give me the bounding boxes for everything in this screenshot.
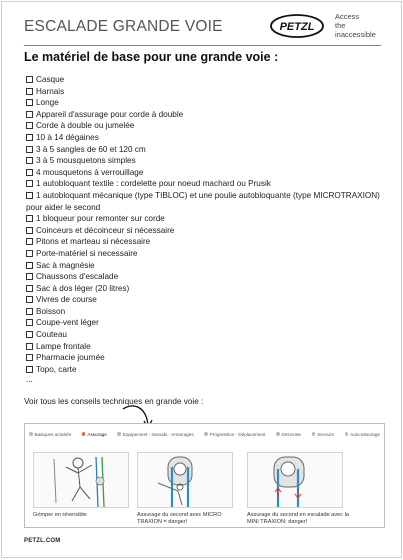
checkbox-icon xyxy=(26,76,33,83)
checklist-item xyxy=(26,213,386,225)
category-step[interactable] xyxy=(117,432,193,437)
list-ellipsis: ... xyxy=(26,375,33,384)
category-steps xyxy=(29,429,380,439)
climber-illustration xyxy=(34,453,128,507)
checklist-item xyxy=(26,352,386,364)
checklist-item-label: Porte-matériel si necessaire xyxy=(36,248,138,258)
checkbox-icon xyxy=(26,99,33,106)
step-dot-icon xyxy=(204,432,208,436)
checklist-item-label: Corde à double ou jumelée xyxy=(36,121,135,131)
equipment-checklist xyxy=(26,74,386,375)
checklist-item-label: Vivres de course xyxy=(36,295,97,305)
category-step[interactable] xyxy=(312,432,334,437)
figure-caption: Assurage du second en escalade avec la MINI TRAXION: danger! xyxy=(247,512,349,525)
header-divider xyxy=(24,45,381,46)
checklist-item xyxy=(26,225,386,237)
checkbox-icon xyxy=(26,250,33,257)
checklist-item-label: 10 à 14 dégaines xyxy=(36,132,99,142)
checkbox-icon xyxy=(26,343,33,350)
checklist-item xyxy=(26,132,386,144)
step-dot-icon xyxy=(82,432,86,436)
step-label: Equipement - Noeuds - Amarrages xyxy=(122,431,194,437)
checkbox-icon xyxy=(26,296,33,303)
checklist-item-label: Harnais xyxy=(36,86,65,96)
checklist-item xyxy=(26,271,386,283)
checkbox-icon xyxy=(26,319,33,326)
checklist-item xyxy=(26,248,386,260)
checkbox-icon xyxy=(26,354,33,361)
checkbox-icon xyxy=(26,169,33,176)
section-heading: Le matériel de base pour une grande voie : xyxy=(24,50,279,64)
checklist-item-label: Longe xyxy=(36,98,59,108)
step-dot-icon xyxy=(312,432,316,436)
category-step[interactable] xyxy=(345,432,380,437)
checkbox-icon xyxy=(26,134,33,141)
figure-caption: Grimper en réversible xyxy=(33,512,87,518)
checklist-item xyxy=(26,190,386,213)
checkbox-icon xyxy=(26,88,33,95)
step-label: Secours xyxy=(317,431,334,437)
checkbox-icon xyxy=(26,262,33,269)
checklist-item-label: Pharmacie journée xyxy=(36,353,105,363)
tagline-line: the xyxy=(335,21,346,30)
checklist-item-label: Lampe frontale xyxy=(36,341,91,351)
footer-url[interactable]: PETZL.COM xyxy=(24,538,61,544)
checklist-item xyxy=(26,178,386,190)
checklist-item-label: Pitons et marteau si nécessaire xyxy=(36,237,151,247)
tagline xyxy=(335,12,395,39)
illustration-panel xyxy=(247,452,343,508)
checklist-item-label: 1 autobloquant textile : cordelette pour noeud machard ou Prusik xyxy=(36,179,271,189)
checkbox-icon xyxy=(26,366,33,373)
step-dot-icon xyxy=(276,432,280,436)
checklist-item-label: Topo, carte xyxy=(36,364,77,374)
mini-traxion-illustration xyxy=(248,453,342,507)
checklist-item xyxy=(26,260,386,272)
checklist-item-label: Boisson xyxy=(36,306,66,316)
step-label: Basiques activités xyxy=(34,431,72,437)
checklist-item-label: Appareil d'assurage pour corde à double xyxy=(36,109,184,119)
checklist-item xyxy=(26,283,386,295)
checklist-item-label: Coinceurs et décoinceur si nécessaire xyxy=(36,225,175,235)
tagline-line: inaccessible xyxy=(335,30,376,39)
checklist-item-label: 3 à 5 mousquetons simples xyxy=(36,156,136,166)
header xyxy=(24,10,389,44)
figure-caption: Assurage du second avec MICRO TRAXION = danger! xyxy=(137,512,222,525)
document-title: ESCALADE GRANDE VOIE xyxy=(24,18,223,35)
step-label: Assurage xyxy=(87,431,107,437)
checklist-item xyxy=(26,109,386,121)
category-step[interactable] xyxy=(82,432,107,437)
checkbox-icon xyxy=(26,285,33,292)
checklist-item xyxy=(26,329,386,341)
checkbox-icon xyxy=(26,180,33,187)
checklist-item xyxy=(26,306,386,318)
checklist-item xyxy=(26,341,386,353)
checklist-item xyxy=(26,317,386,329)
category-step[interactable] xyxy=(29,432,71,437)
checklist-item-label: Casque xyxy=(36,75,65,84)
checklist-item xyxy=(26,155,386,167)
step-label: Descente xyxy=(281,431,301,437)
checklist-item-label: Chaussons d'escalade xyxy=(36,272,119,282)
checklist-item-label: 1 autobloquant mécanique (type TIBLOC) et une poulie autobloquante (type MICROTRAXION) pour aider le second xyxy=(26,190,380,212)
see-all-link-text[interactable]: Voir tous les conseils techniques en grande voie : xyxy=(24,397,204,406)
checklist-item-label: 4 mousquetons à verrouillage xyxy=(36,167,144,177)
checkbox-icon xyxy=(26,227,33,234)
checkbox-icon xyxy=(26,308,33,315)
petzl-logo xyxy=(270,14,324,38)
step-dot-icon xyxy=(117,432,121,436)
checklist-item xyxy=(26,74,386,86)
checklist-item-label: 1 bloqueur pour remonter sur corde xyxy=(36,214,165,224)
logo-text: PETZL xyxy=(279,21,315,33)
category-step[interactable] xyxy=(276,432,301,437)
category-step[interactable] xyxy=(204,432,265,437)
checklist-item xyxy=(26,86,386,98)
checklist-item xyxy=(26,167,386,179)
checkbox-icon xyxy=(26,273,33,280)
checklist-item-label: Sac à magnésie xyxy=(36,260,95,270)
checklist-item xyxy=(26,120,386,132)
checkbox-icon xyxy=(26,192,33,199)
technical-advice-preview[interactable] xyxy=(24,423,385,528)
checkbox-icon xyxy=(26,215,33,222)
micro-traxion-illustration xyxy=(138,453,232,507)
step-dot-icon xyxy=(29,432,33,436)
checklist-item xyxy=(26,236,386,248)
document-page xyxy=(1,1,402,558)
checklist-item xyxy=(26,294,386,306)
checkbox-icon xyxy=(26,146,33,153)
illustration-panel xyxy=(137,452,233,508)
step-dot-icon xyxy=(345,432,349,436)
checkbox-icon xyxy=(26,111,33,118)
checklist-item xyxy=(26,364,386,376)
checkbox-icon xyxy=(26,122,33,129)
illustration-panel xyxy=(33,452,129,508)
checkbox-icon xyxy=(26,331,33,338)
checkbox-icon xyxy=(26,157,33,164)
checkbox-icon xyxy=(26,238,33,245)
step-label: Auto-assurage xyxy=(350,431,380,437)
tagline-line: Access xyxy=(335,12,360,21)
checklist-item-label: 3 à 5 sangles de 60 et 120 cm xyxy=(36,144,146,154)
checklist-item-label: Sac à dos léger (20 litres) xyxy=(36,283,130,293)
checklist-item-label: Couteau xyxy=(36,330,67,340)
checklist-item-label: Coupe-vent léger xyxy=(36,318,99,328)
checklist-item xyxy=(26,97,386,109)
checklist-item xyxy=(26,144,386,156)
step-label: Progression - Déplacement xyxy=(209,431,266,437)
